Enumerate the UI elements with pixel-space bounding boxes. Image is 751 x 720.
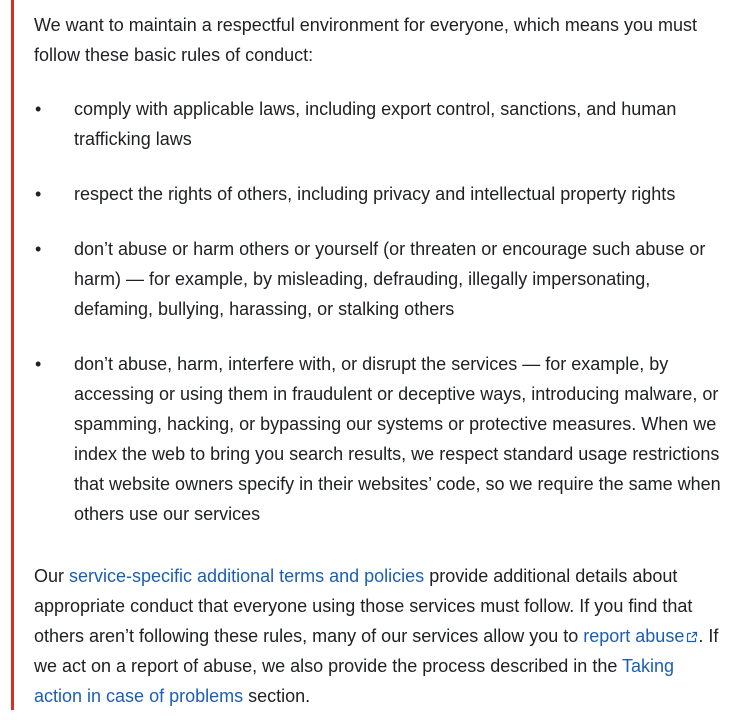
bullet-icon: • xyxy=(35,184,42,204)
outro-text: . If we act on a report of abuse, we also provide the process described in the xyxy=(34,626,719,676)
taking-action-link[interactable]: Taking action in case of problems xyxy=(34,656,675,706)
list-item xyxy=(34,234,724,324)
list-item xyxy=(34,349,724,529)
bullet-icon: • xyxy=(35,99,42,119)
outro-text: Our xyxy=(34,566,70,586)
rules-of-conduct-section xyxy=(34,10,724,711)
outro-text: section. xyxy=(243,686,311,706)
rule-text: comply with applicable laws, including export control, sanctions, and human trafficking laws xyxy=(74,99,677,149)
bullet-icon: • xyxy=(35,239,42,259)
bullet-icon: • xyxy=(35,354,42,374)
report-abuse-link[interactable] xyxy=(583,626,698,646)
service-specific-terms-link[interactable]: service-specific additional terms and policies xyxy=(69,566,425,586)
rules-list xyxy=(34,94,724,529)
report-abuse-label: report abuse xyxy=(583,626,685,646)
list-item xyxy=(34,94,724,154)
rule-text: don’t abuse, harm, interfere with, or disrupt the services — for example, by accessing or using them in fraudulent or deceptive ways, introducing malware, or spamming, hacking, or bypassing our systems or protective measures. When we index the web to bring you search results, we respect standard usage restrictions that website owners specify in their websites’ code, so we require the same when others use our services xyxy=(74,354,721,524)
list-item xyxy=(34,179,724,209)
intro-paragraph: We want to maintain a respectful environment for everyone, which means you must follow these basic rules of conduct: xyxy=(34,15,697,65)
rule-text: respect the rights of others, including privacy and intellectual property rights xyxy=(74,184,676,204)
external-link-icon xyxy=(686,631,698,643)
rule-text: don’t abuse or harm others or yourself (or threaten or encourage such abuse or harm) — for example, by misleading, defrauding, illegally impersonating, defaming, bullying, harassing, or stalking others xyxy=(74,239,706,319)
outro-text: provide additional details about appropriate conduct that everyone using those services must follow. If you find that others aren’t following these rules, many of our services allow you to xyxy=(34,566,693,646)
section-accent-bar xyxy=(11,0,14,710)
outro-paragraph xyxy=(34,561,724,711)
